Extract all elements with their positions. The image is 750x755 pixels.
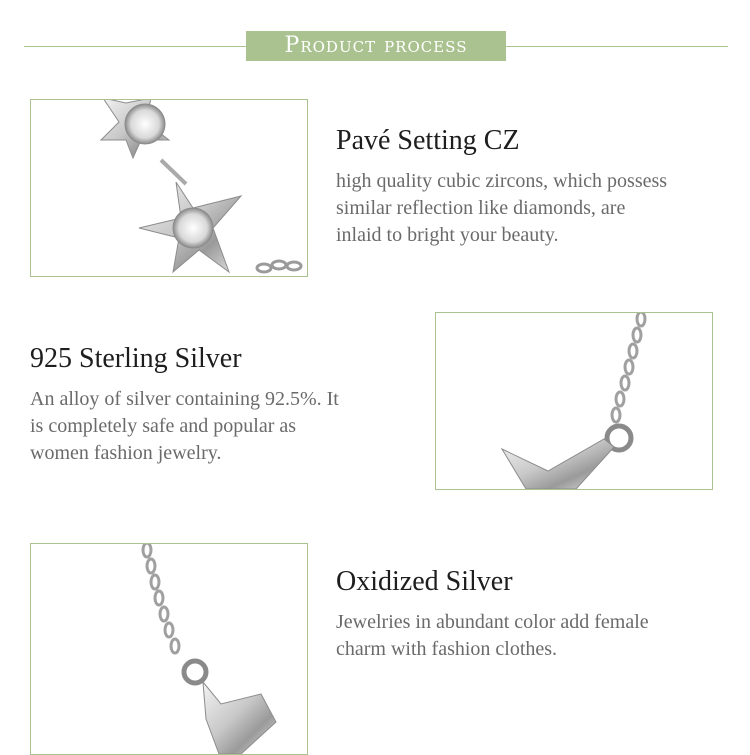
chain [143, 544, 179, 653]
feature-title-oxidized: Oxidized Silver [336, 566, 513, 597]
header-rule-right [506, 46, 728, 47]
chain [612, 313, 645, 422]
feature-title-sterling: 925 Sterling Silver [30, 343, 242, 374]
sterling-silver-photo [435, 312, 713, 490]
oxidized-silver-photo [30, 543, 308, 755]
header-rule-left [24, 46, 246, 47]
section-title: Product process [246, 31, 506, 61]
star-pendant-lower [139, 182, 241, 272]
star-pendant-upper [101, 100, 169, 158]
feature-desc-sterling: An alloy of silver containing 92.5%. It is completely safe and popular as women fashion jewelry. [30, 388, 339, 464]
feature-desc-oxidized: Jewelries in abundant color add female charm with fashion clothes. [336, 611, 649, 660]
pave-setting-photo [30, 99, 308, 277]
feature-desc-pave: high quality cubic zircons, which possess similar reflection like diamonds, are inlaid to bright your beauty. [336, 170, 668, 246]
chain [257, 261, 301, 272]
feature-title-pave: Pavé Setting CZ [336, 125, 520, 156]
